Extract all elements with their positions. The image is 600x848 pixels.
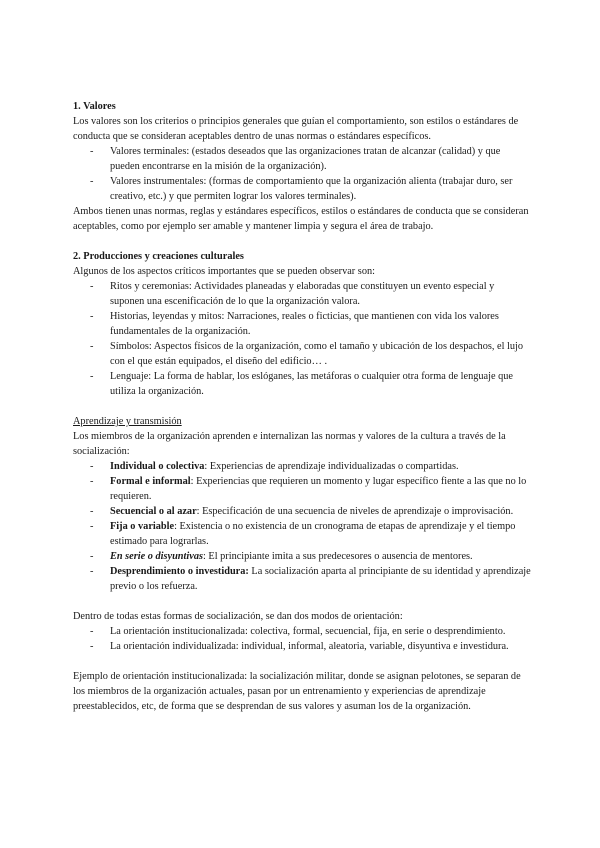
dash-bullet: - [90,371,94,382]
list-item: - Formal e informal: Experiencias que requieren un momento y lugar específico fiente a las que no lo requieren. [90,476,527,502]
producciones-list [73,279,531,399]
section-heading-valores: 1. Valores [73,101,116,112]
valores-closing: Ambos tienen unas normas, reglas y estándares específicos, estilos o estándares de conducta que se consideran aceptables, como por ejemplo ser amable y mantener limpia y segura el área de trabajo. [73,206,529,232]
orientacion-list [73,624,531,654]
spacer [73,594,531,609]
document-body [73,99,531,714]
term: Individual o colectiva [110,461,205,472]
list-item: - Valores terminales: (estados deseados que las organizaciones tratan de alcanzar (calidad) y que pueden encontrarse en la misión de la organización). [90,146,501,172]
dash-bullet: - [90,641,94,652]
term: Fija o variable [110,521,175,532]
dash-bullet: - [90,506,94,517]
list-item: - La orientación institucionalizada: colectiva, formal, secuencial, fija, en serie o desprendimiento. [90,626,506,637]
dash-bullet: - [90,281,94,292]
dash-bullet: - [90,551,94,562]
list-item: - Lenguaje: La forma de hablar, los eslóganes, las metáforas o cualquier otra forma de lenguaje que utiliza la organización. [90,371,514,397]
dash-bullet: - [90,341,94,352]
dash-bullet: - [90,626,94,637]
list-item: - La orientación individualizada: individual, informal, aleatoria, variable, disyuntiva e investidura. [90,641,509,652]
spacer [73,654,531,669]
valores-intro: Los valores son los criterios o principios generales que guían el comportamiento, son estilos o estándares de conducta que se consideran aceptables dentro de unas normas o estándares específicos. [73,116,519,142]
orientacion-intro: Dentro de todas estas formas de socialización, se dan dos modos de orientación: [73,611,403,622]
list-item: - Fija o variable: Existencia o no existencia de un cronograma de etapas de aprendizaje y el tiempo estimado para lograrlas. [90,521,516,547]
list-item: - Símbolos: Aspectos físicos de la organización, como el tamaño y ubicación de los despachos, el lujo con el que están equipados, el diseño del edificio… . [90,341,524,367]
term: En serie o disyuntivas [110,551,203,562]
producciones-intro: Algunos de los aspectos críticos importantes que se pueden observar son: [73,266,375,277]
section-heading-aprendizaje: Aprendizaje y transmisión [73,416,182,427]
dash-bullet: - [90,311,94,322]
list-item: - En serie o disyuntivas: El principiante imita a sus predecesores o ausencia de mentores. [90,551,473,562]
spacer [73,399,531,414]
list-item: - Historias, leyendas y mitos: Narraciones, reales o ficticias, que mantienen con vida los valores fundamentales de la organización. [90,311,499,337]
term: Desprendimiento o investidura: [110,566,249,577]
dash-bullet: - [90,476,94,487]
list-item: - Individual o colectiva: Experiencias de aprendizaje individualizadas o compartidas. [90,461,459,472]
dash-bullet: - [90,146,94,157]
aprendizaje-list [73,459,531,594]
dash-bullet: - [90,521,94,532]
list-item: - Valores instrumentales: (formas de comportamiento que la organización alienta (trabajar duro, ser creativo, etc.) y que permiten lograr los valores terminales). [90,176,513,202]
term: Formal e informal [110,476,191,487]
list-item: - Secuencial o al azar: Especificación de una secuencia de niveles de aprendizaje o improvisación. [90,506,514,517]
spacer [73,234,531,249]
list-item: - Ritos y ceremonias: Actividades planeadas y elaboradas que constituyen un evento especial y suponen una escenificación de lo que la organización valora. [90,281,495,307]
orientacion-ejemplo: Ejemplo de orientación institucionalizada: la socialización militar, donde se asignan pelotones, se separan de los miembros de la organización actuales, pasan por un entrenamiento y experiencias de aprendizaje preestablecidos, etc, de forma que se desprendan de sus valores y asuman los de la organización. [73,671,521,712]
aprendizaje-intro: Los miembros de la organización aprenden e internalizan las normas y valores de la cultura a través de la socialización: [73,431,506,457]
term: Secuencial o al azar [110,506,197,517]
dash-bullet: - [90,176,94,187]
dash-bullet: - [90,566,94,577]
list-item: - Desprendimiento o investidura: La socialización aparta al principiante de su identidad y aprendizaje previo o los refuerza. [90,566,531,592]
dash-bullet: - [90,461,94,472]
section-heading-producciones: 2. Producciones y creaciones culturales [73,251,244,262]
valores-list [73,144,531,204]
